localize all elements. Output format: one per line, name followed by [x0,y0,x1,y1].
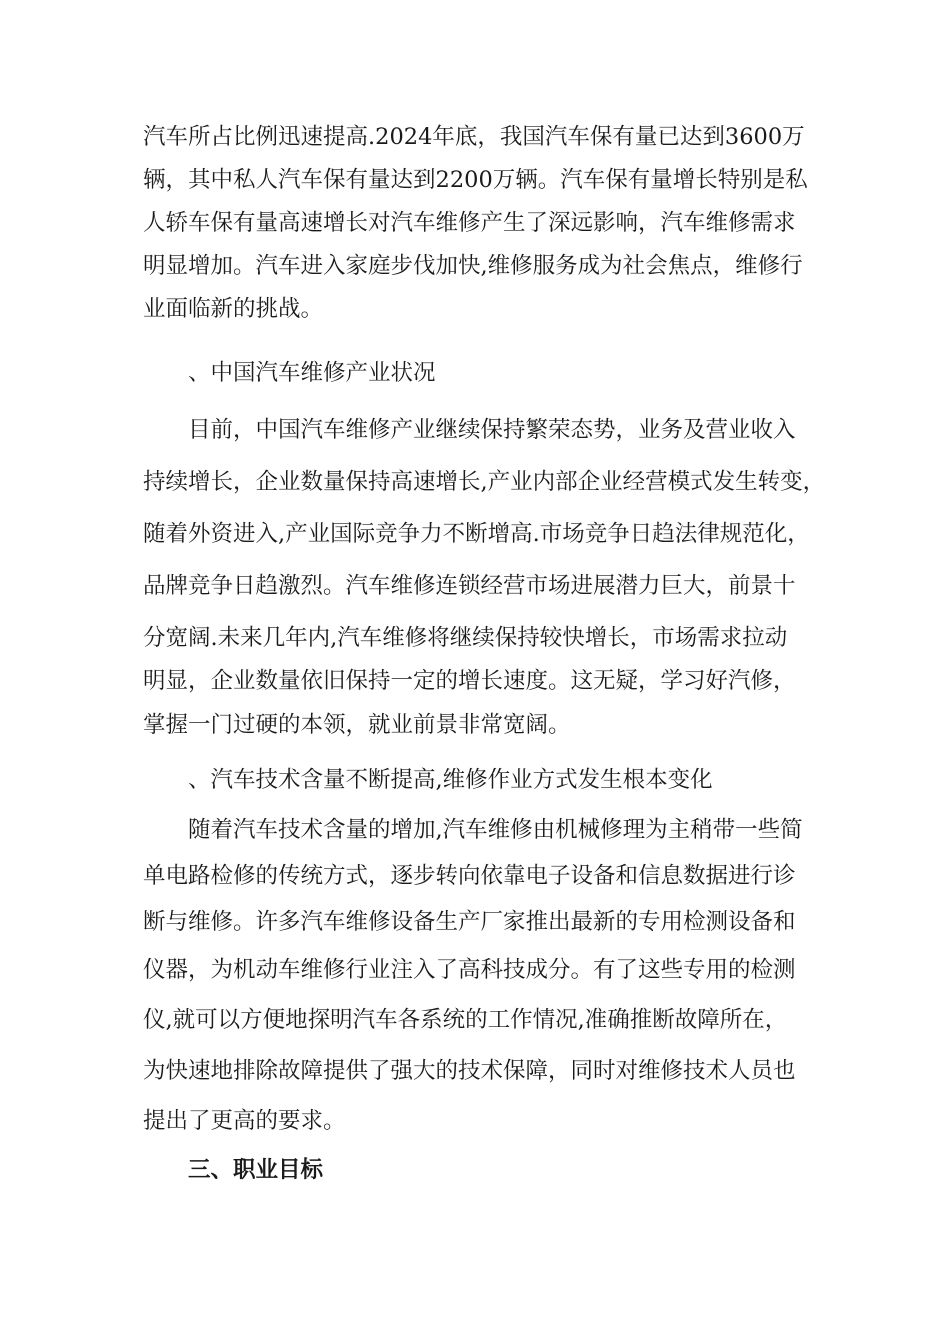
paragraph-line: 汽车所占比例迅速提高.2024年底，我国汽车保有量已达到3600万 [143,124,805,150]
paragraph-line: 目前，中国汽车维修产业继续保持繁荣态势，业务及营业收入 [188,417,796,443]
paragraph-line: 随着外资进入,产业国际竞争力不断增高.市场竞争日趋法律规范化， [143,521,810,547]
paragraph-line: 业面临新的挑战。 [143,296,324,322]
paragraph-line: 随着汽车技术含量的增加,汽车维修由机械修理为主稍带一些简 [188,817,803,843]
paragraph-line: 品牌竞争日趋激烈。汽车维修连锁经营市场进展潜力巨大，前景十 [143,573,796,599]
paragraph-line: 明显，企业数量依旧保持一定的增长速度。这无疑，学习好汽修， [143,668,796,694]
paragraph-line: 分宽阔.未来几年内,汽车维修将继续保持较快增长，市场需求拉动 [143,625,788,651]
paragraph-line: 仪器，为机动车维修行业注入了高科技成分。有了这些专用的检测 [143,957,796,983]
paragraph-line: 单电路检修的传统方式，逐步转向依靠电子设备和信息数据进行诊 [143,863,796,889]
paragraph-line: 明显增加。汽车进入家庭步伐加快,维修服务成为社会焦点，维修行 [143,253,803,279]
section-heading: 、中国汽车维修产业状况 [188,360,436,386]
paragraph-line: 人轿车保有量高速增长对汽车维修产生了深远影响，汽车维修需求 [143,210,796,236]
paragraph-line: 掌握一门过硬的本领，就业前景非常宽阔。 [143,712,571,738]
paragraph-line: 提出了更高的要求。 [143,1108,346,1134]
paragraph-line: 断与维修。许多汽车维修设备生产厂家推出最新的专用检测设备和 [143,909,796,935]
paragraph-line: 仪,就可以方便地探明汽车各系统的工作情况,准确推断故障所在， [143,1007,788,1033]
paragraph-line: 为快速地排除故障提供了强大的技术保障，同时对维修技术人员也 [143,1058,796,1084]
paragraph-line: 辆，其中私人汽车保有量达到2200万辆。汽车保有量增长特别是私 [143,167,808,193]
chapter-heading: 三、职业目标 [188,1157,324,1183]
section-heading: 、汽车技术含量不断提高,维修作业方式发生根本变化 [188,767,713,793]
paragraph-line: 持续增长，企业数量保持高速增长,产业内部企业经营模式发生转变， [143,469,826,495]
